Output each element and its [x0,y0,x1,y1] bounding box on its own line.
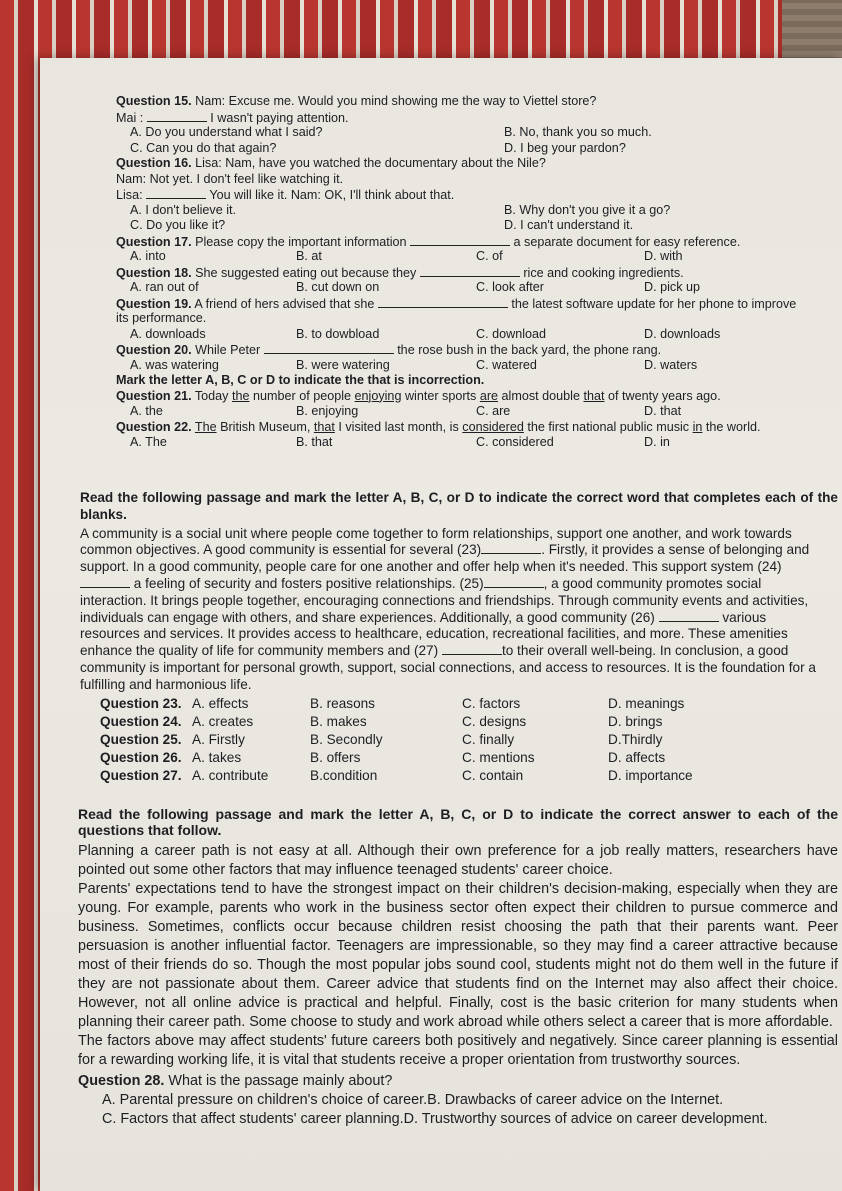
q22-title: Question 22. [116,419,192,434]
q20-title: Question 20. [116,343,192,357]
passage-1-line-6 [80,610,838,627]
q26-title: Question 26. [100,749,182,765]
q20-option-a[interactable]: A. was watering [130,357,219,372]
q20-tail: the rose bush in the back yard, the phone rang. [397,343,662,357]
q16-lisa-tail: You will like it. Nam: OK, I'll think about that. [209,188,455,202]
q19-stem [116,296,842,312]
q18-options [116,280,842,296]
q16-option-d[interactable]: D. I can't understand it. [504,218,634,232]
passage-2-paragraph-3: The factors above may affect students' future careers both positively and negatively. Since career planning is essential for a rewarding working life, it is vital that students receive a proper orientation from trustworthy sources. [78,1033,838,1068]
instruction-3: Read the following passage and mark the letter A, B, C, or D to indicate the correct answer to each of the questions that follow. [78,806,838,838]
q25-option-a[interactable]: A. Firstly [192,731,245,747]
p1-l8b: to their overall well-being. In conclusion, a good [501,643,789,659]
q21-option-c[interactable]: C. are [476,404,511,418]
q28-option-b[interactable]: B. Drawbacks of career advice on the Internet. [427,1092,724,1108]
q18-tail: rice and cooking ingredients. [523,265,684,280]
q27-option-c[interactable]: C. contain [462,767,524,783]
q21-seg1: Today [194,388,232,403]
q25-option-c[interactable]: C. finally [462,731,515,747]
q19-title: Question 19. [116,296,192,311]
q25-option-b[interactable]: B. Secondly [310,731,383,747]
q18-option-a[interactable]: A. ran out of [130,280,199,294]
q16-nam [116,172,842,188]
q22-option-d[interactable]: D. in [644,435,670,449]
q21-underline-a: the [231,388,250,403]
q22-option-b[interactable]: B. that [296,435,333,449]
q23-row [80,696,838,714]
q27-option-a[interactable]: A. contribute [192,767,269,783]
q28-text: What is the passage mainly about? [168,1073,393,1089]
q27-row [80,768,838,786]
q20-option-c[interactable]: C. watered [476,357,537,372]
q16-nam-line: Nam: Not yet. I don't feel like watching it. [116,171,344,186]
q21-seg2: number of people [249,388,355,403]
passage-1-section [80,490,838,786]
q15-options-row2 [116,141,842,157]
q28-option-c[interactable]: C. Factors that affect students' career planning. [102,1111,404,1127]
blank-26[interactable] [659,610,719,622]
q23-option-a[interactable]: A. effects [192,695,249,711]
passage-2-section [78,806,838,1129]
p1-l2a: common objectives. A good community is essential for several (23) [80,542,482,558]
q19-option-c[interactable]: C. download [476,326,547,341]
passage-2-paragraph-1: Planning a career path is not easy at all. Although their own preference for a job really matters, researchers have pointed out some other factors that may influence teenaged students' career choice. [78,843,838,878]
q22-option-a[interactable]: A. The [130,435,167,449]
q22-seg1: British Museum, [216,419,314,434]
q28-options-row2 [78,1110,838,1129]
q17-options [116,249,842,265]
q22-stem [116,420,842,436]
q16-option-b[interactable]: B. Why don't you give it a go? [504,202,671,217]
q18-option-c[interactable]: C. look after [476,280,544,294]
q22-option-c[interactable]: C. considered [476,435,554,449]
q18-option-d[interactable]: D. pick up [644,280,700,294]
q22-underline-c: considered [462,419,524,434]
q15-blank[interactable] [147,110,207,122]
q15-option-c[interactable]: C. Can you do that again? [130,140,277,155]
q24-title: Question 24. [100,713,182,729]
q19-option-b[interactable]: B. to dowbload [296,326,380,341]
q20-options [116,358,842,374]
instruction-incorrect [116,373,842,389]
passage-1-line-1: A community is a social unit where people come together to form relationships, support one another, and work towards [80,525,792,541]
q15-option-b[interactable]: B. No, thank you so much. [504,125,652,139]
q22-seg2: I visited last month, is [334,419,463,434]
q22-seg3: the first national public music [523,419,693,434]
p1-l8a: enhance the quality of life for community members and (27) [80,643,439,659]
q28-option-a[interactable]: A. Parental pressure on children's choice of career. [102,1092,428,1108]
q22-underline-a: The [194,419,217,434]
q21-seg3: winter sports [401,388,480,403]
blank-27[interactable] [442,643,502,655]
q15-mai-tail: I wasn't paying attention. [210,110,349,125]
q17-option-c[interactable]: C. of [476,249,503,263]
blank-24[interactable] [80,576,130,588]
q27-option-d[interactable]: D. importance [608,767,693,783]
q16-title: Question 16. [116,156,192,170]
q24-option-a[interactable]: A. creates [192,713,254,729]
p1-l4a: a feeling of security and fosters positive relationships. (25) [133,575,484,591]
instruction-1-text: Mark the letter A, B, C or D to indicate the that is incorrection. [116,373,485,387]
q21-underline-c: are [479,388,499,403]
q15-mai-label: Mai : [116,110,144,125]
q22-underline-d: in [692,419,703,434]
q28-option-d[interactable]: D. Trustworthy sources of advice on career development. [403,1111,768,1127]
q19-option-a[interactable]: A. downloads [130,326,206,341]
q16-options-row1 [116,203,842,219]
q18-option-b[interactable]: B. cut down on [296,280,380,294]
q19-tail: the latest software update for her phone to improve [511,296,797,311]
passage-1-line-5: interaction. It brings people together, encouraging connections and friendships. Through community events and activities, [80,592,809,608]
q28-title: Question 28. [78,1073,165,1089]
passage-1-line-3: support. In a good community, people care for one another and offer help when it's needed. This support system (24) [80,559,782,575]
q16-lisa-label: Lisa: [116,188,143,202]
q24-row [80,714,838,732]
instruction-2: Read the following passage and mark the letter A, B, C, or D to indicate the correct word that completes each of the blanks. [80,490,838,522]
q15-title: Question 15. [116,94,192,108]
passage-2-paragraph-2: Parents' expectations tend to have the strongest impact on their children's decision-making, especially when they are young. For example, parents who work in the business sector often expect their children to pursue commerce and business. Sometimes, conflicts occur because children resist choosing the path that their parents want. Peer persuasion is another influential factor. Teenagers are impressionable, so they may find a career attractive because most of their friends do so. Though the most popular jobs sound cool, students might not do them well in the future if they are not passionate about them. Career advice that students find on the Internet may also affect their choice. However, not all online advice is practical and helpful. Finally, cost is the basic criterion for many students when planning their career path. Some choose to study and work abroad while others select a career that is more affordable. [78,881,838,1030]
q19-blank[interactable] [378,296,508,308]
q16-text: Lisa: Nam, have you watched the documentary about the Nile? [195,156,546,170]
q27-title: Question 27. [100,767,182,783]
q23-option-d[interactable]: D. meanings [608,695,685,711]
blank-25[interactable] [484,576,544,588]
q26-option-a[interactable]: A. takes [192,749,242,765]
q20-option-d[interactable]: D. waters [644,357,698,372]
q17-title: Question 17. [116,234,192,249]
q17-option-d[interactable]: D. with [644,249,683,263]
questions-23-27 [80,696,838,786]
q26-option-b[interactable]: B. offers [310,749,361,765]
q26-option-d[interactable]: D. affects [608,749,666,765]
p1-l4b: , a good community promotes social [543,575,762,591]
p1-l6a: individuals can engage with others, and share experiences. Additionally, a good community (26) [80,609,655,625]
q16-option-a[interactable]: A. I don't believe it. [130,202,237,217]
q16-lisa [116,187,842,203]
q15-text: Nam: Excuse me. Would you mind showing me the way to Viettel store? [195,94,597,108]
q24-option-d[interactable]: D. brings [608,713,663,729]
q15-option-a[interactable]: A. Do you understand what I said? [130,125,323,139]
q25-row [80,732,838,750]
q20-stem [116,342,842,358]
q17-option-b[interactable]: B. at [296,249,322,263]
passage-1-line-7: resources and services. It provides access to healthcare, education, recreational facilities, and more. These amenities [80,626,788,642]
q26-option-c[interactable]: C. mentions [462,749,535,765]
p1-l6b: various [722,609,767,625]
q23-option-b[interactable]: B. reasons [310,695,375,711]
blank-23[interactable] [481,542,541,554]
questions-15-22 [116,94,842,451]
q22-seg4: the world. [702,419,761,434]
q19-text: A friend of hers advised that she [194,296,375,311]
q18-stem [116,265,842,281]
q16-stem [116,156,842,172]
q21-stem [116,389,842,405]
q20-option-b[interactable]: B. were watering [296,357,390,372]
q19-options [116,327,842,343]
passage-1-line-2 [80,542,838,559]
q22-options [116,435,842,451]
q20-text: While Peter [195,343,261,357]
q21-title: Question 21. [116,388,192,403]
q16-blank[interactable] [146,187,206,199]
q16-option-c[interactable]: C. Do you like it? [130,218,226,232]
q27-option-b[interactable]: B.condition [310,767,378,783]
q22-underline-b: that [313,419,335,434]
q26-row [80,750,838,768]
q19-tail2: its performance. [116,311,207,325]
q17-option-a[interactable]: A. into [130,249,166,263]
q19-option-d[interactable]: D. downloads [644,326,721,341]
q17-tail: a separate document for easy reference. [513,234,741,249]
q17-text: Please copy the important information [195,234,407,249]
q15-stem [116,94,842,110]
q15-options-row1 [116,125,842,141]
passage-1-line-8 [80,643,838,660]
q18-text: She suggested eating out because they [195,265,417,280]
q21-seg5: of twenty years ago. [604,388,721,403]
exam-paper [40,58,842,1191]
passage-1 [80,526,838,694]
passage-1-line-10: fulfilling and harmonious life. [80,676,252,692]
q24-option-b[interactable]: B. makes [310,713,367,729]
q28-options-row1 [78,1091,838,1110]
q23-title: Question 23. [100,695,182,711]
q15-mai [116,110,842,126]
q19-stem-cont [116,311,842,327]
q28-stem [78,1072,838,1091]
q18-blank[interactable] [420,265,520,277]
q21-option-b[interactable]: B. enjoying [296,404,359,418]
q15-option-d[interactable]: D. I beg your pardon? [504,140,626,155]
q23-option-c[interactable]: C. factors [462,695,521,711]
q16-options-row2 [116,218,842,234]
q17-stem [116,234,842,250]
q21-underline-b: enjoying [354,388,402,403]
q21-option-d[interactable]: D. that [644,404,682,418]
q17-blank[interactable] [410,234,510,246]
q21-seg4: almost double [498,388,584,403]
q21-option-a[interactable]: A. the [130,404,163,418]
q18-title: Question 18. [116,265,192,280]
q25-option-d[interactable]: D.Thirdly [608,731,663,747]
passage-1-line-4 [80,576,838,593]
q20-blank[interactable] [264,342,394,354]
passage-1-line-9: community is important for personal growth, support, social connections, and access to resources. It is the foundation for a [80,659,816,675]
p1-l2b: . Firstly, it provides a sense of belonging and [541,542,810,558]
q24-option-c[interactable]: C. designs [462,713,527,729]
q21-options [116,404,842,420]
q21-underline-d: that [583,388,605,403]
q25-title: Question 25. [100,731,182,747]
